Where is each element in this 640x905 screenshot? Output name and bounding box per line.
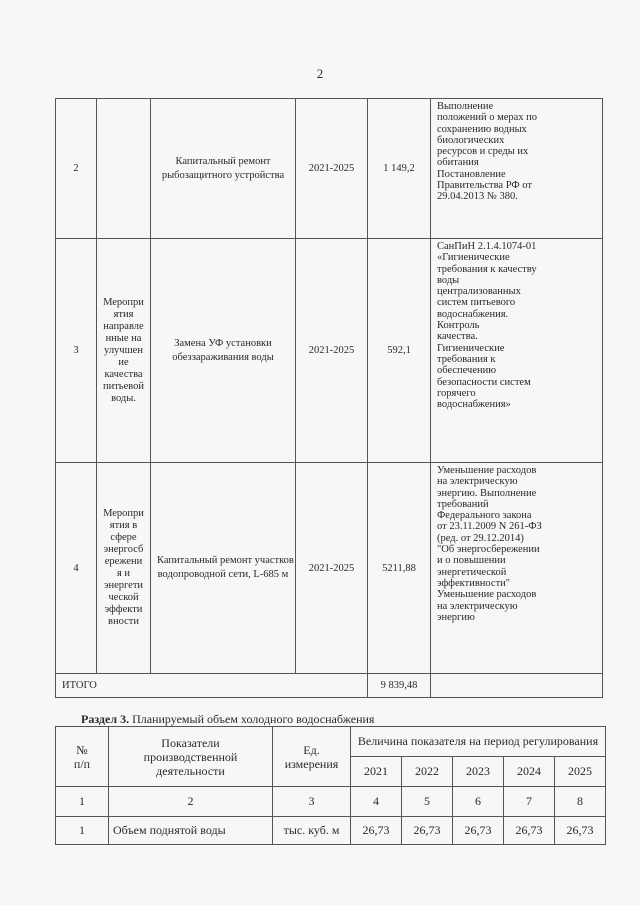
- total-note: [431, 674, 603, 698]
- measure-category: Меропри ятия в сфере энергосб ережени я и энергети ческой эффекти вности: [97, 463, 151, 674]
- header-indicator: Показатели производственной деятельности: [109, 727, 273, 787]
- page-number: 2: [316, 66, 324, 81]
- col-number: 3: [273, 787, 351, 817]
- period: 2021-2025: [296, 99, 368, 239]
- col-number: 1: [56, 787, 109, 817]
- table-row: [56, 99, 603, 239]
- year-cell: 2022: [402, 757, 453, 787]
- col-number: 4: [351, 787, 402, 817]
- measure-category: [97, 99, 151, 239]
- value-cell: 26,73: [351, 817, 402, 845]
- section-heading: Планируемый объем холодного водоснабжения: [132, 712, 375, 726]
- header-value: Величина показателя на период регулирования: [351, 727, 606, 757]
- year-cell: 2025: [555, 757, 606, 787]
- column-numbers-row: [56, 787, 606, 817]
- justification: Уменьшение расходов на электрическую энергию. Выполнение требований Федерального закона от 23.11.2009 N 261-ФЗ (ред. от 29.12.2014) "Об энергосбережении и о повышении энергетической эффективности" Уменьшение расходов на электрическую энергию: [431, 463, 603, 674]
- total-row: [56, 674, 603, 698]
- row-number: 4: [56, 463, 97, 674]
- year-cell: 2024: [504, 757, 555, 787]
- value-cell: 26,73: [402, 817, 453, 845]
- work-name: Капитальный ремонт рыбозащитного устройства: [151, 99, 296, 239]
- value-cell: 26,73: [504, 817, 555, 845]
- col-number: 8: [555, 787, 606, 817]
- unit: тыс. куб. м: [273, 817, 351, 845]
- header-num: № п/п: [56, 727, 109, 787]
- value-cell: 26,73: [555, 817, 606, 845]
- section-number: Раздел 3.: [81, 712, 130, 726]
- year-cell: 2023: [453, 757, 504, 787]
- col-number: 5: [402, 787, 453, 817]
- indicator-name: Объем поднятой воды: [109, 817, 273, 845]
- water-supply-table: [55, 726, 606, 845]
- table-row: [56, 463, 603, 674]
- justification: Выполнение положений о мерах по сохранению водных биологических ресурсов и среды их обитания Постановление Правительства РФ от 29.04.2013 № 380.: [431, 99, 603, 239]
- row-number: 1: [56, 817, 109, 845]
- measures-table: [55, 98, 603, 698]
- table-row: [56, 239, 603, 463]
- col-number: 6: [453, 787, 504, 817]
- col-number: 7: [504, 787, 555, 817]
- justification: СанПиН 2.1.4.1074-01 «Гигиенические требования к качеству воды централизованных систем питьевого водоснабжения. Контроль качества. Гигиенические требования к обеспечению безопасности систем горячего водоснабжения»: [431, 239, 603, 463]
- work-name: Капитальный ремонт участков водопроводной сети, L-685 м: [151, 463, 296, 674]
- header-row: [56, 727, 606, 757]
- total-label: ИТОГО: [56, 674, 368, 698]
- year-cell: 2021: [351, 757, 402, 787]
- row-number: 2: [56, 99, 97, 239]
- cost: 1 149,2: [368, 99, 431, 239]
- header-unit: Ед. измерения: [273, 727, 351, 787]
- work-name: Замена УФ установки обеззараживания воды: [151, 239, 296, 463]
- section-title: [81, 712, 374, 727]
- row-number: 3: [56, 239, 97, 463]
- value-cell: 26,73: [453, 817, 504, 845]
- col-number: 2: [109, 787, 273, 817]
- cost: 5211,88: [368, 463, 431, 674]
- measure-category: Меропри ятия направле нные на улучшен ие качества питьевой воды.: [97, 239, 151, 463]
- period: 2021-2025: [296, 239, 368, 463]
- total-value: 9 839,48: [368, 674, 431, 698]
- table-row: [56, 817, 606, 845]
- period: 2021-2025: [296, 463, 368, 674]
- cost: 592,1: [368, 239, 431, 463]
